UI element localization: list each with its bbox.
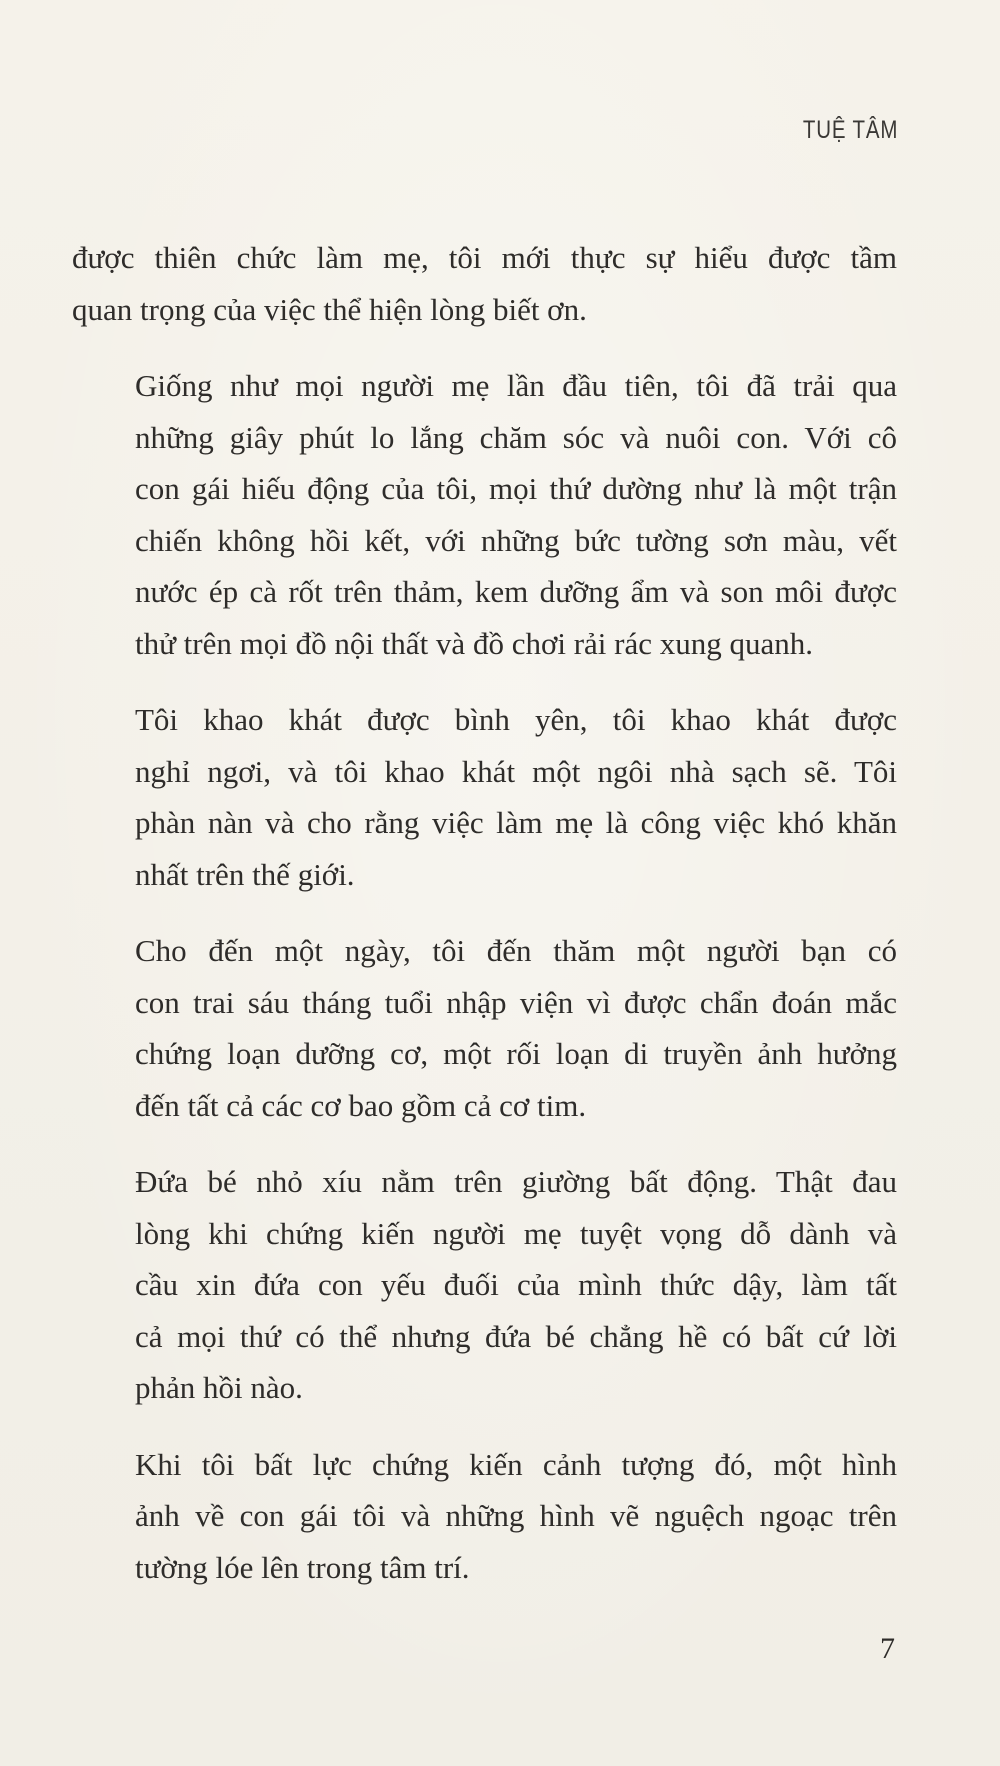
text-line: phàn nàn và cho rằng việc làm mẹ là công việc khó khăn (135, 805, 897, 840)
text-line: lòng khi chứng kiến người mẹ tuyệt vọng dỗ dành và (135, 1215, 897, 1251)
text-line: cả mọi thứ có thể nhưng đứa bé chẳng hề có bất cứ lời (135, 1318, 897, 1354)
body-text (72, 232, 897, 1618)
paragraph-1 (72, 232, 897, 335)
text-line: đến tất cả các cơ bao gồm cả cơ tim. (135, 1087, 587, 1123)
running-header: TUỆ TÂM (802, 116, 898, 144)
text-line: những giây phút lo lắng chăm sóc và nuôi con. Với cô (135, 419, 897, 455)
text-line: Cho đến một ngày, tôi đến thăm một người bạn có (135, 933, 897, 968)
text-line: chiến không hồi kết, với những bức tường sơn màu, vết (135, 522, 897, 558)
text-line: con gái hiếu động của tôi, mọi thứ dường như là một trận (135, 471, 897, 506)
text-line: nhất trên thế giới. (135, 856, 355, 892)
text-line: ảnh về con gái tôi và những hình vẽ nguệch ngoạc trên (135, 1498, 897, 1533)
text-line: tường lóe lên trong tâm trí. (135, 1549, 470, 1585)
text-line: Đứa bé nhỏ xíu nằm trên giường bất động. Thật đau (135, 1164, 897, 1199)
text-line: phản hồi nào. (135, 1370, 303, 1405)
paragraph-5 (72, 1156, 897, 1414)
text-line: quan trọng của việc thể hiện lòng biết ơn. (72, 291, 587, 327)
text-line: cầu xin đứa con yếu đuối của mình thức dậy, làm tất (135, 1267, 897, 1302)
paragraph-6 (72, 1439, 897, 1594)
text-line: nghỉ ngơi, và tôi khao khát một ngôi nhà sạch sẽ. Tôi (135, 753, 897, 789)
paragraph-3 (72, 694, 897, 900)
text-line: thử trên mọi đồ nội thất và đồ chơi rải rác xung quanh. (135, 625, 814, 661)
text-line: Khi tôi bất lực chứng kiến cảnh tượng đó, một hình (135, 1446, 897, 1482)
text-line: Giống như mọi người mẹ lần đầu tiên, tôi đã trải qua (135, 368, 897, 403)
page-number: 7 (880, 1632, 895, 1665)
text-line: chứng loạn dưỡng cơ, một rối loạn di truyền ảnh hưởng (135, 1036, 897, 1071)
paragraph-2 (72, 360, 897, 669)
text-line: Tôi khao khát được bình yên, tôi khao khát được (135, 702, 897, 737)
text-line: được thiên chức làm mẹ, tôi mới thực sự hiểu được tầm (72, 240, 897, 275)
text-line: con trai sáu tháng tuổi nhập viện vì được chẩn đoán mắc (135, 984, 897, 1020)
paragraph-4 (72, 925, 897, 1131)
text-line: nước ép cà rốt trên thảm, kem dưỡng ẩm và son môi được (135, 574, 897, 609)
